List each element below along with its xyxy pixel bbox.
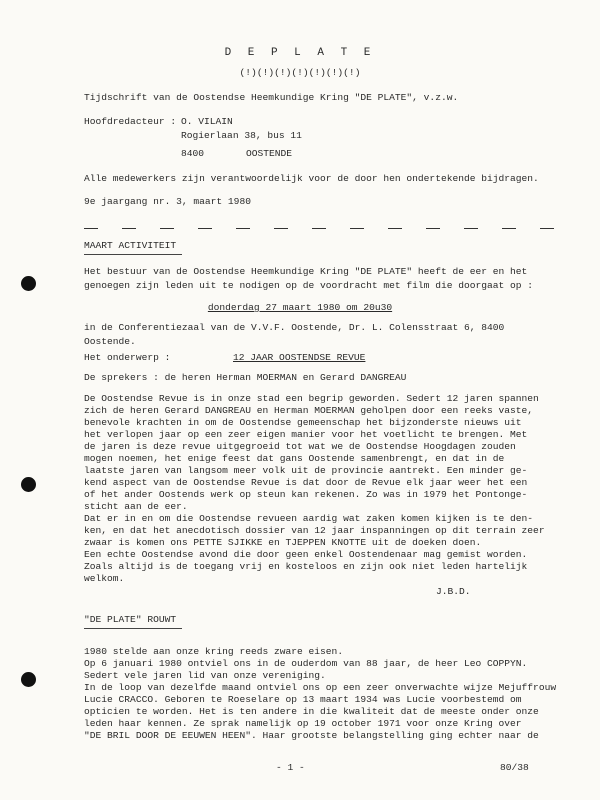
- body-line: mogen noemen, het enige feest dat gans Oostende samenbrengt, en dat in de: [84, 453, 505, 464]
- topic-label: Het onderwerp :: [84, 352, 171, 363]
- body-line: Sedert vele jaren lid van onze vereniging.: [84, 670, 326, 681]
- body-line: Een echte Oostendse avond die door geen enkel Oostendenaar mag gemist worden.: [84, 549, 528, 560]
- editor-name: O. VILAIN: [181, 116, 233, 127]
- body-line: laatste jaren van langsom meer volk uit de provincie aantrekt. Een minder ge-: [84, 465, 528, 476]
- heading-underline: [84, 628, 182, 629]
- speakers: De sprekers : de heren Herman MOERMAN en Gerard DANGREAU: [84, 372, 407, 383]
- body-line: Op 6 januari 1980 ontviel ons in de ouderdom van 88 jaar, de heer Leo COPPYN.: [84, 658, 528, 669]
- signature: J.B.D.: [436, 586, 471, 597]
- body-line: ken, en dat het anecdotisch dossier van 12 jaar inspanningen op dit terrain zeer: [84, 525, 545, 536]
- editor-street: Rogierlaan 38, bus 11: [181, 130, 302, 141]
- body-line: "DE BRIL DOOR DE EEUWEN HEEN". Haar grootste belangstelling ging echter naar de: [84, 730, 539, 741]
- body-line: opticien te worden. Het is ten andere in die kwaliteit dat de meeste onder onze: [84, 706, 539, 717]
- body-line: welkom.: [84, 573, 125, 584]
- document-reference: 80/38: [500, 762, 529, 773]
- journal-title: D E P L A T E: [224, 47, 376, 59]
- body-line: benevole krachten in om de Oostendse gemeenschap het bijzonderste nieuws uit: [84, 417, 522, 428]
- punch-hole: [21, 672, 36, 687]
- punch-hole: [21, 276, 36, 291]
- location-line: Oostende.: [84, 336, 136, 347]
- body-line: kend aspect van de Oostendse Revue is dat door de Revue elk jaar weer het een: [84, 477, 528, 488]
- body-line: zwaar is komen ons PETTE SJIKKE en TJEPPEN KNOTTE uit de doeken doen.: [84, 537, 482, 548]
- body-line: 1980 stelde aan onze kring reeds zware eisen.: [84, 646, 344, 657]
- editor-label: Hoofdredacteur :: [84, 116, 177, 127]
- issue-info: 9e jaargang nr. 3, maart 1980: [84, 196, 251, 207]
- intro-line: genoegen zijn leden uit te nodigen op de voordracht met film die doorgaat op :: [84, 280, 534, 291]
- body-line: de jaren is deze revue uitgegroeid tot wat we de Oostendse Hoogdagen zouden: [84, 441, 516, 452]
- body-line: Lucie CRACCO. Geboren te Roeselare op 13 maart 1934 was Lucie voorbestemd om: [84, 694, 522, 705]
- disclaimer: Alle medewerkers zijn verantwoordelijk voor de door hen ondertekende bijdragen.: [84, 173, 539, 184]
- title-ornament: (!)(!)(!)(!)(!)(!)(!): [239, 67, 361, 78]
- body-line: De Oostendse Revue is in onze stad een begrip geworden. Sedert 12 jaren spannen: [84, 393, 539, 404]
- event-date: donderdag 27 maart 1980 om 20u30: [207, 302, 393, 313]
- editor-postcode: 8400: [181, 148, 205, 159]
- body-line: of het ander Oostends werk op steun kan rekenen. Zo was in 1979 het Pontonge-: [84, 489, 528, 500]
- page-number: - 1 -: [276, 762, 305, 773]
- body-line: zich de heren Gerard DANGREAU en Herman MOERMAN geholpen door een reeks vaste,: [84, 405, 534, 416]
- body-line: Zoals altijd is de toegang vrij en kosteloos en zijn ook niet leden hartelijk: [84, 561, 528, 572]
- journal-subtitle: Tijdschrift van de Oostendse Heemkundige Kring "DE PLATE", v.z.w.: [84, 92, 459, 103]
- body-line: sticht aan de eer.: [84, 501, 188, 512]
- separator-dashes: [84, 228, 554, 230]
- body-line: In de loop van dezelfde maand ontviel ons op een zeer onverwachte wijze Mejuffrouw: [84, 682, 557, 693]
- location-line: in de Conferentiezaal van de V.V.F. Oostende, Dr. L. Colensstraat 6, 8400: [84, 322, 505, 333]
- intro-line: Het bestuur van de Oostendse Heemkundige Kring "DE PLATE" heeft de eer en het: [84, 266, 528, 277]
- section-heading-activity: MAART ACTIVITEIT: [84, 240, 177, 251]
- punch-hole: [21, 477, 36, 492]
- body-line: leden haar kennen. Ze sprak namelijk op 19 october 1971 voor onze Kring over: [84, 718, 522, 729]
- body-line: Dat er in en om die Oostendse revueen aardig wat zaken komen kijken is te den-: [84, 513, 534, 524]
- heading-underline: [84, 254, 182, 255]
- editor-city: OOSTENDE: [246, 148, 293, 159]
- body-line: het verlopen jaar op een zeer eigen manier voor het voetlicht te brengen. Met: [84, 429, 528, 440]
- topic-title: 12 JAAR OOSTENDSE REVUE: [233, 352, 366, 363]
- section-heading-mourning: "DE PLATE" ROUWT: [84, 614, 177, 625]
